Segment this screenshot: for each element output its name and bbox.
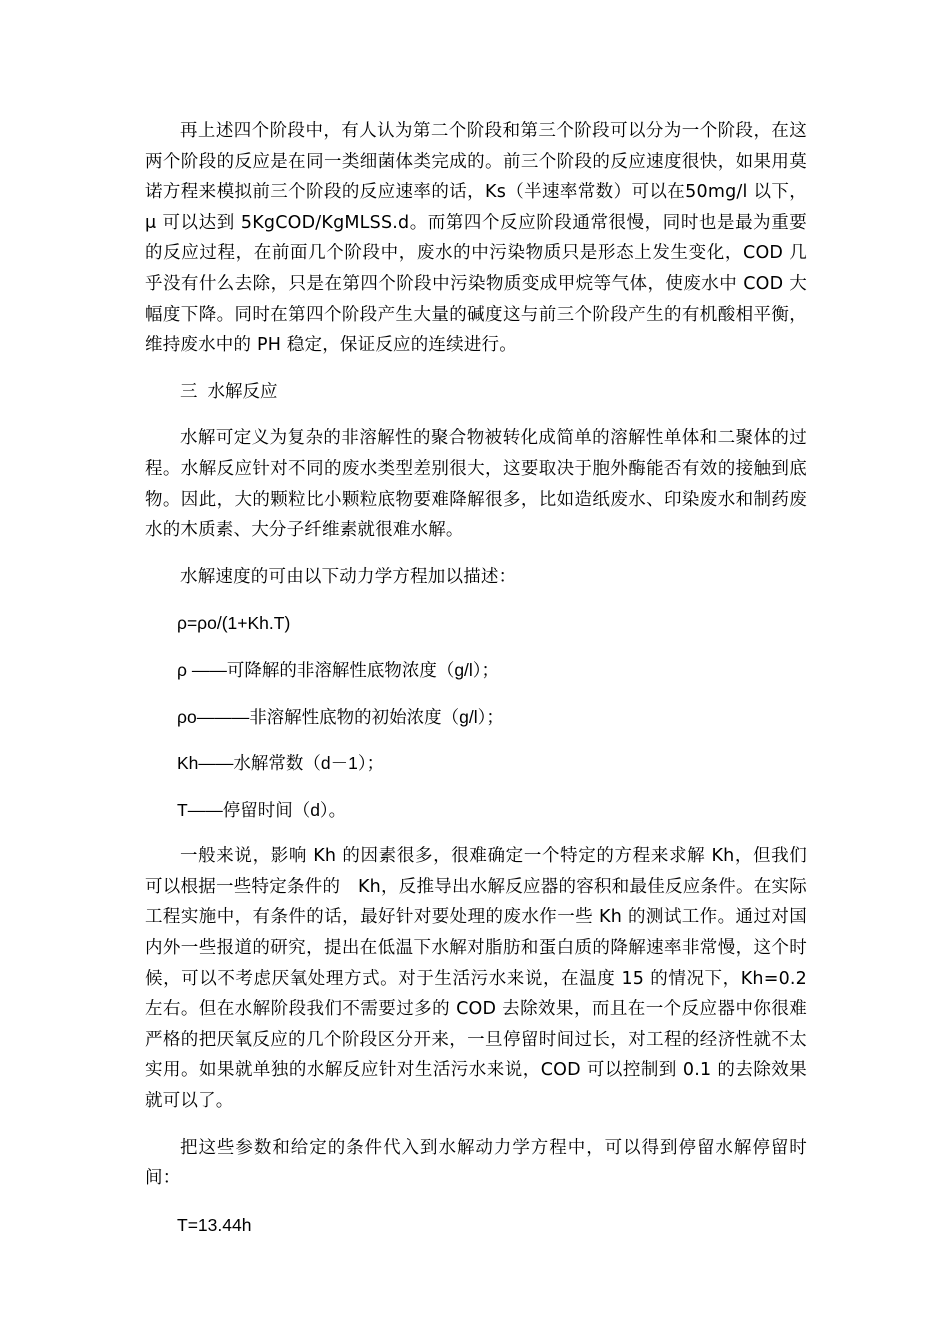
- hydrolysis-equation: ρ=ρo/(1+Kh.T): [177, 613, 291, 634]
- paragraph-substitution: 把这些参数和给定的条件代入到水解动力学方程中，可以得到停留水解停留时间：: [145, 1137, 807, 1189]
- result-retention-time: T=13.44h: [177, 1214, 252, 1235]
- section-heading: [145, 377, 807, 408]
- definition-rho0: ρo———非溶解性底物的初始浓度（g/l）；: [177, 706, 504, 727]
- document-body: [145, 116, 807, 1256]
- paragraph-kh-discussion: 一般来说，影响 Kh 的因素很多，很难确定一个特定的方程来求解 Kh，但我们可以根据一些特定条件的 Kh，反推导出水解反应器的容积和最佳反应条件。在实际工程实施中，有条件的话，最好针对要处理的废水作一些 Kh 的测试工作。通过对国内外一些报道的研究，提出在低温下水解对脂肪和蛋白质的降解速率非常慢，这个时候，可以不考虑厌氧处理方式。对于生活污水来说，在温度 15 的情况下，Kh=0.2 左右。但在水解阶段我们不需要过多的 COD 去除效果，而且在一个反应器中你很难严格的把厌氧反应的几个阶段区分开来，一旦停留时间过长，对工程的经济性就不太实用。如果就单独的水解反应针对生活污水来说，COD 可以控制到 0.1 的去除效果就可以了。: [145, 846, 807, 1112]
- paragraph-four-stages: 再上述四个阶段中，有人认为第二个阶段和第三个阶段可以分为一个阶段，在这两个阶段的反应是在同一类细菌体类完成的。前三个阶段的反应速度很快，如果用莫诺方程来模拟前三个阶段的反应速率的话，Ks（半速率常数）可以在50mg/l 以下，μ 可以达到 5KgCOD/KgMLSS.d。而第四个反应阶段通常很慢，同时也是最为重要的反应过程，在前面几个阶段中，废水的中污染物质只是形态上发生变化，COD 几乎没有什么去除，只是在第四个阶段中污染物质变成甲烷等气体，使废水中 COD 大幅度下降。同时在第四个阶段产生大量的碱度这与前三个阶段产生的有机酸相平衡，维持废水中的 PH 稳定，保证反应的连续进行。: [145, 121, 807, 356]
- paragraph-hydrolysis-definition: 水解可定义为复杂的非溶解性的聚合物被转化成简单的溶解性单体和二聚体的过程。水解反应针对不同的废水类型差别很大，这要取决于胞外酶能否有效的接触到底物。因此，大的颗粒比小颗粒底物要难降解很多，比如造纸废水、印染废水和制药废水的木质素、大分子纤维素就很难水解。: [145, 428, 807, 541]
- definition-kh: Kh——水解常数（d－1）；: [177, 753, 385, 774]
- definition-rho: ρ ——可降解的非溶解性底物浓度（g/l）；: [177, 659, 500, 680]
- definition-t: T——停留时间（d）。: [177, 799, 347, 820]
- section-number: 三: [180, 381, 198, 402]
- section-title: 水解反应: [207, 381, 278, 402]
- paragraph-kinetics-intro: 水解速度的可由以下动力学方程加以描述：: [180, 566, 517, 587]
